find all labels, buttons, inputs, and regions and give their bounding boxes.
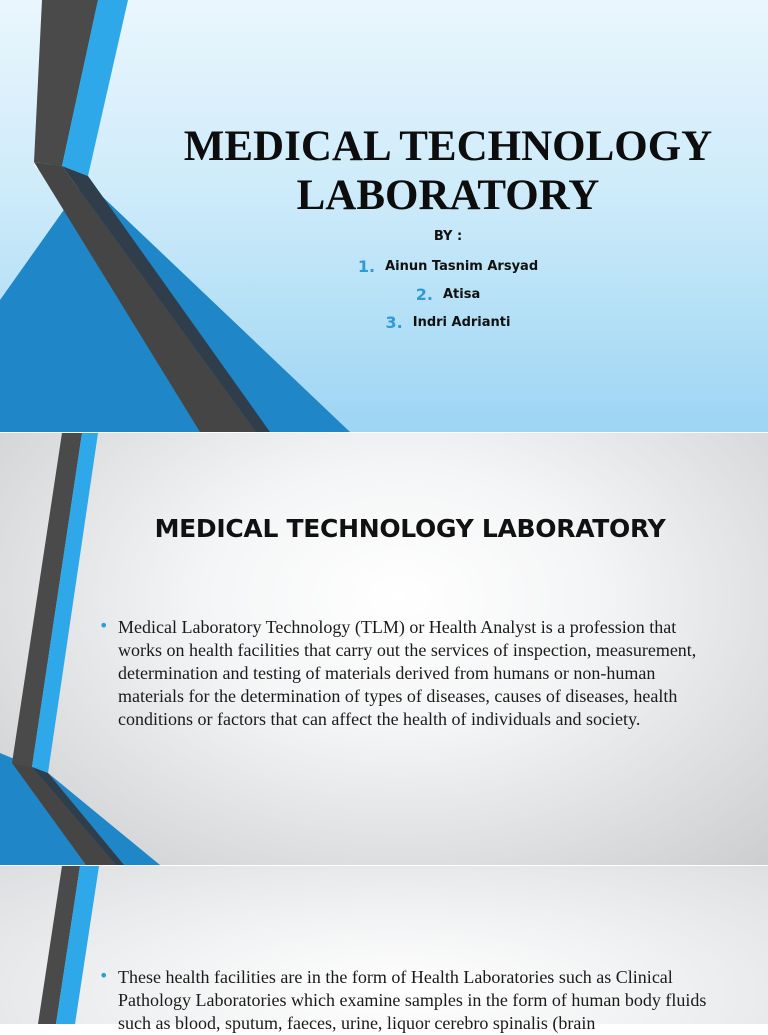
presentation-title: MEDICAL TECHNOLOGY LABORATORY: [183, 123, 713, 219]
bullet-text: These health facilities are in the form of Health Laboratories such as Clinical Pathology Laboratories which examine samples in the form of human body fluids such as blood, sputum, faeces, urine, liquor cerebro spinalis (brain: [118, 967, 707, 1033]
by-label: BY :: [433, 229, 463, 244]
bullet-text: Medical Laboratory Technology (TLM) or Health Analyst is a profession that works on health facilities that carry out the services of inspection, measurement, determination and testing of materials derived from humans or non-human materials for the determination of types of diseases, causes of diseases, health conditions or factors that can affect the health of individuals and society.: [118, 617, 697, 729]
author-name: Indri Adrianti: [412, 314, 511, 330]
author-number: 3.: [385, 312, 403, 332]
author-item: [148, 282, 748, 306]
author-item: [148, 310, 748, 334]
bullet-icon: •: [99, 616, 109, 635]
author-name: Ainun Tasnim Arsyad: [385, 258, 539, 274]
slide-title: MEDICAL TECHNOLOGY LABORATORY: [154, 514, 666, 543]
title-slide: [0, 0, 768, 432]
author-number: 1.: [357, 256, 376, 276]
bullet-icon: •: [99, 966, 109, 985]
decorative-stripes: [0, 866, 120, 1024]
author-number: 2.: [415, 284, 433, 304]
author-name: Atisa: [442, 286, 481, 302]
author-item: [148, 254, 748, 278]
